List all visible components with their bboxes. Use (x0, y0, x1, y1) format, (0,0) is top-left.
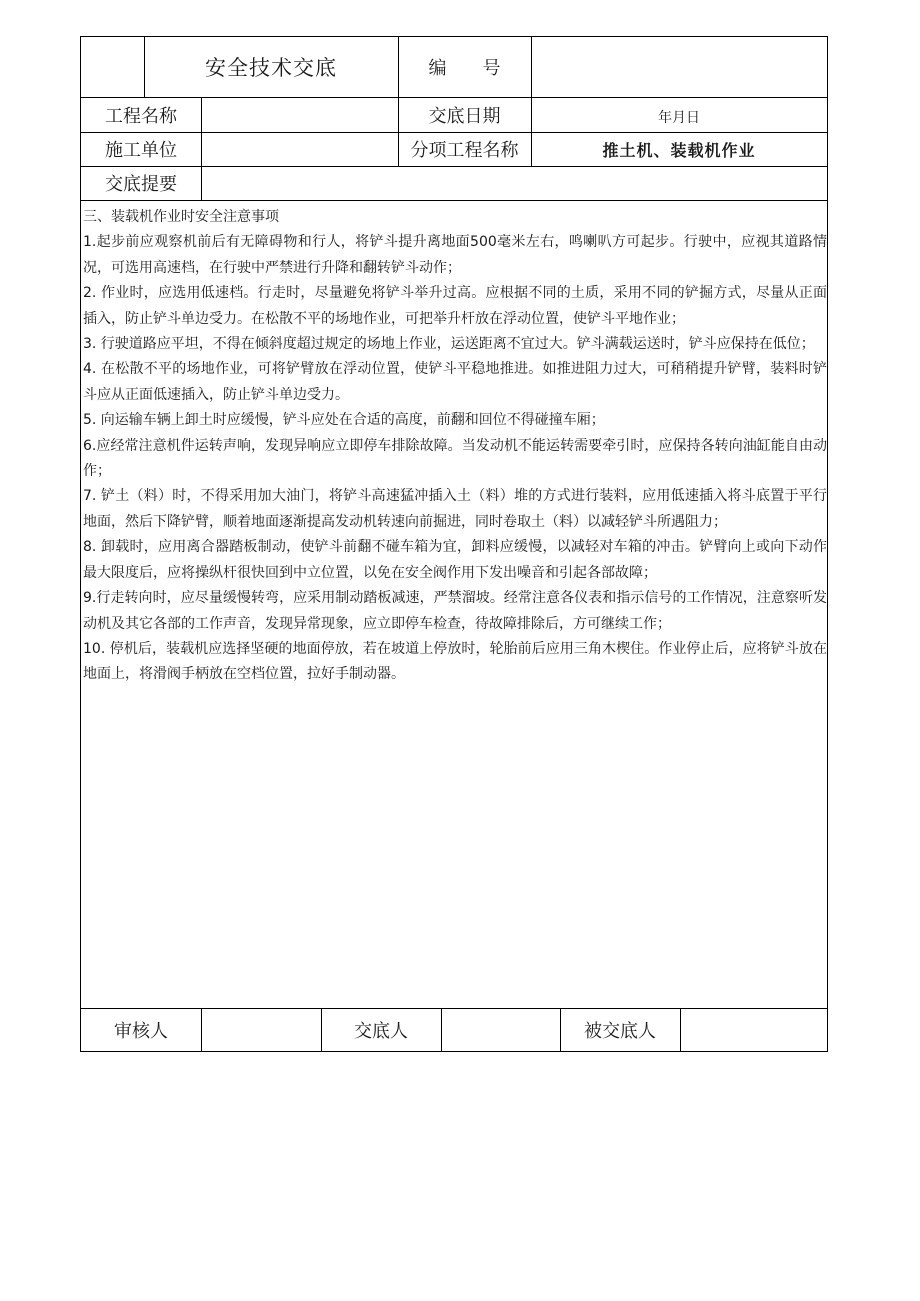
sub-project-value[interactable]: 推土机、装载机作业 (602, 140, 756, 160)
content-item-10: 10. 停机后，装载机应选择坚硬的地面停放，若在坡道上停放时，轮胎前后应用三角木楔住。作业停止后，应将铲斗放在地面上，将滑阀手柄放在空档位置，拉好手制动器。 (83, 640, 827, 683)
sub-project-label: 分项工程名称 (410, 140, 519, 161)
disclosure-content (81, 201, 827, 1008)
content-item-9: 9.行走转向时，应尽量缓慢转弯，应采用制动踏板减速，严禁溜坡。经常注意各仪表和指示信号的工作情况，注意察听发动机及其它各部的工作声音，发现异常现象，应立即停车检查，待故障排除后，方可继续工作； (83, 590, 827, 632)
content-item-2: 2. 作业时，应选用低速档。行走时，尽量避免将铲斗举升过高。应根据不同的土质，采用不同的铲掘方式，尽量从正面插入，防止铲斗单边受力。在松散不平的场地作业，可把举升杆放在浮动位置，使铲斗平地作业； (83, 285, 827, 327)
content-item-6: 6.应经常注意机件运转声响，发现异响应立即停车排除故障。当发动机不能运转需要牵引时，应保持各转向油缸能自由动作； (83, 437, 827, 480)
content-item-7: 7. 铲土（料）时，不得采用加大油门，将铲斗高速猛冲插入土（料）堆的方式进行装料，应用低速插入将斗底置于平行地面，然后下降铲臂，顺着地面逐渐提高发动机转速向前掘进，同时卷取土（料）以减轻铲斗所遇阻力； (83, 488, 827, 530)
content-item-3: 3. 行驶道路应平坦，不得在倾斜度超过规定的场地上作业，运送距离不宜过大。铲斗满载运送时，铲斗应保持在低位； (83, 336, 815, 353)
form-title: 安全技术交底 (205, 56, 337, 80)
unit-label: 施工单位 (105, 140, 177, 161)
project-name-label: 工程名称 (105, 105, 177, 127)
discloser-label: 交底人 (354, 1021, 408, 1042)
discloser-value[interactable] (441, 1008, 560, 1052)
unit-value[interactable] (201, 132, 398, 166)
reviewer-label: 审核人 (114, 1021, 168, 1042)
content-item-1: 1.起步前应观察机前后有无障碍物和行人，将铲斗提升离地面500毫米左右，鸣喇叭方可起步。行驶中，应视其道路情况，可选用高速档，在行驶中严禁进行升降和翻转铲斗动作； (83, 234, 827, 276)
reviewer-value[interactable] (201, 1008, 321, 1052)
recipient-value[interactable] (680, 1008, 827, 1052)
date-label: 交底日期 (428, 105, 501, 127)
content-heading: 三、装载机作业时安全注意事项 (83, 209, 279, 225)
project-name-value[interactable] (201, 97, 398, 132)
code-value[interactable] (531, 37, 827, 97)
summary-label: 交底提要 (105, 174, 177, 195)
content-item-8: 8. 卸载时，应用离合器踏板制动，使铲斗前翻不碰车箱为宜，卸料应缓慢，以减轻对车箱的冲击。铲臂向上或向下动作最大限度后，应将操纵杆很快回到中立位置，以免在安全阀作用下发出噪音和引起各部故障； (83, 539, 827, 581)
date-value[interactable]: 年月日 (658, 109, 700, 126)
recipient-label: 被交底人 (584, 1021, 656, 1042)
content-item-5: 5. 向运输车辆上卸土时应缓慢，铲斗应处在合适的高度，前翻和回位不得碰撞车厢； (83, 412, 605, 429)
content-item-4: 4. 在松散不平的场地作业，可将铲臂放在浮动位置，使铲斗平稳地推进。如推进阻力过大，可稍稍提升铲臂，装料时铲斗应从正面低速插入，防止铲斗单边受力。 (83, 361, 827, 403)
code-label: 编 号 (428, 58, 501, 79)
disclosure-form (80, 36, 828, 1052)
summary-value[interactable] (201, 166, 827, 200)
